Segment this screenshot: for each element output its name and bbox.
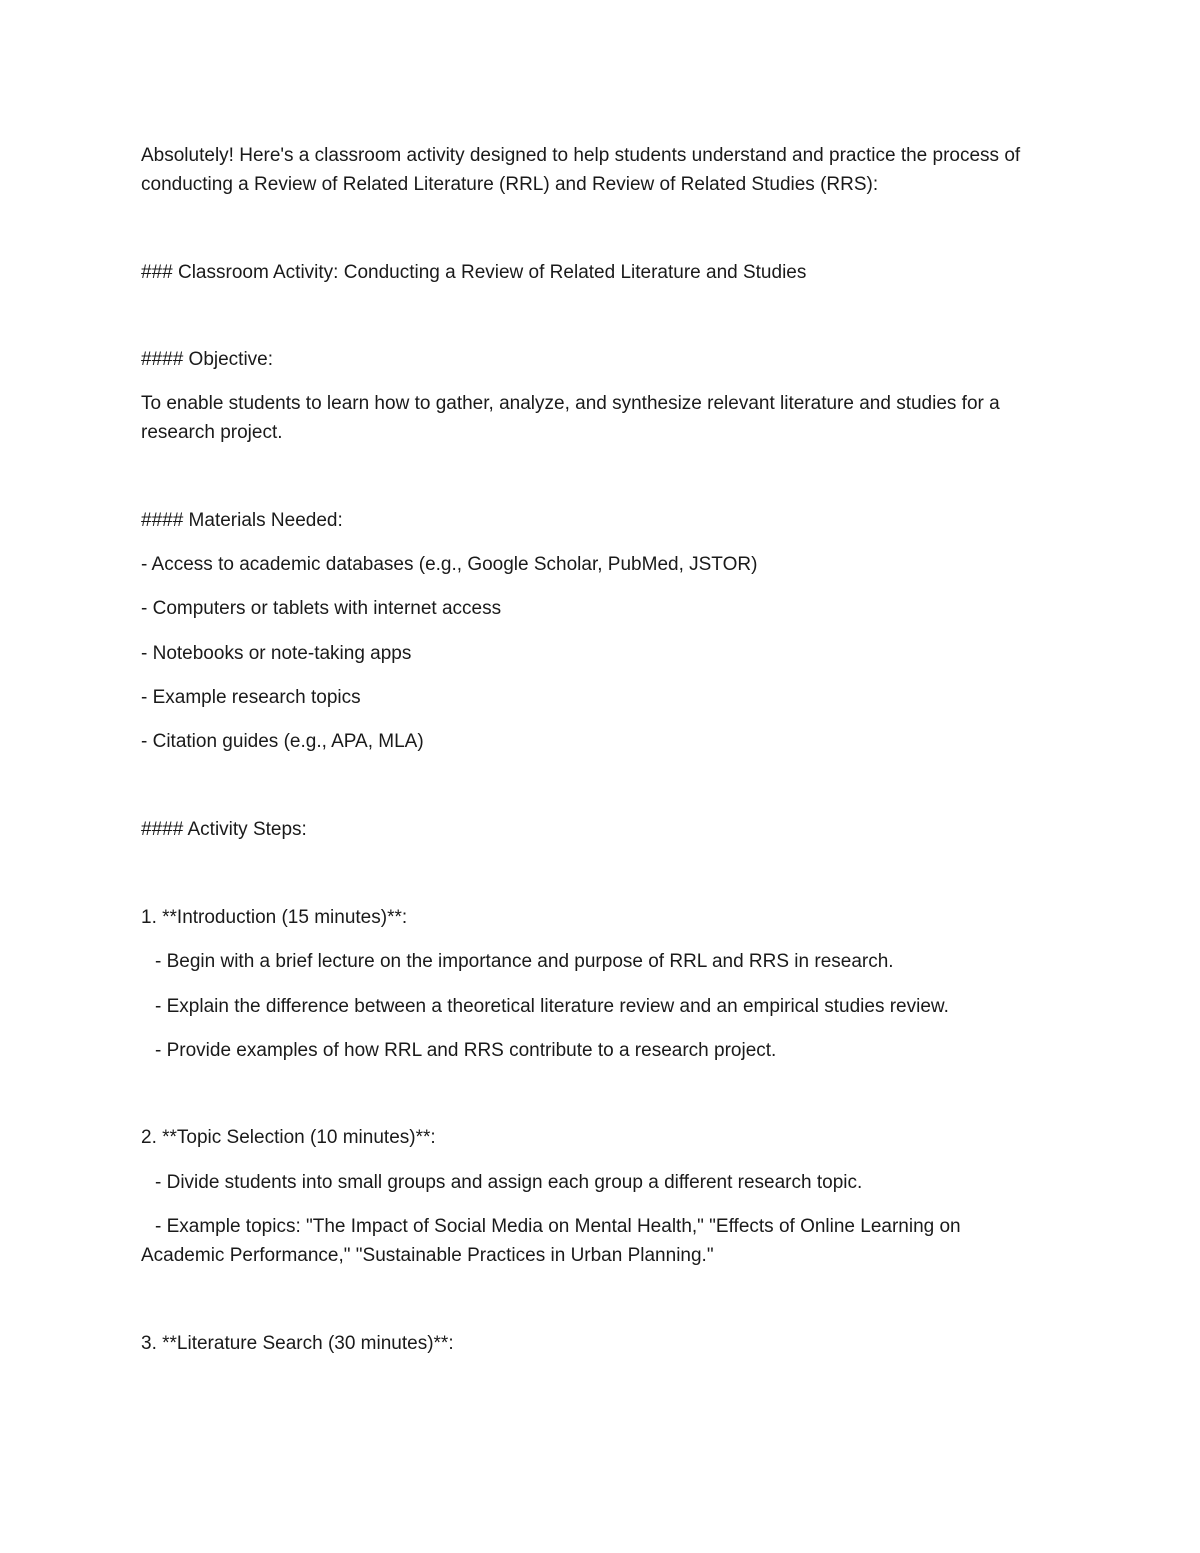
step-1-item: - Provide examples of how RRL and RRS contribute to a research project. [155, 1040, 777, 1061]
materials-item: - Example research topics [141, 687, 361, 708]
step-2-item-line-2: Academic Performance," "Sustainable Practices in Urban Planning." [141, 1245, 714, 1266]
intro-line-2: conducting a Review of Related Literature (RRL) and Review of Related Studies (RRS): [141, 174, 879, 195]
materials-heading: #### Materials Needed: [141, 510, 343, 531]
step-2-title: 2. **Topic Selection (10 minutes)**: [141, 1127, 436, 1148]
step-2-item-line-1: - Example topics: "The Impact of Social Media on Mental Health," "Effects of Online Learning on [155, 1216, 961, 1237]
materials-item: - Notebooks or note-taking apps [141, 643, 412, 664]
steps-heading: #### Activity Steps: [141, 819, 307, 840]
step-1-title: 1. **Introduction (15 minutes)**: [141, 907, 408, 928]
document-title: ### Classroom Activity: Conducting a Review of Related Literature and Studies [141, 262, 807, 283]
intro-line-1: Absolutely! Here's a classroom activity designed to help students understand and practice the process of [141, 145, 1021, 166]
materials-item: - Computers or tablets with internet access [141, 598, 502, 619]
objective-text-line-1: To enable students to learn how to gather, analyze, and synthesize relevant literature and studies for a [141, 393, 1000, 414]
step-1-item: - Begin with a brief lecture on the importance and purpose of RRL and RRS in research. [155, 951, 894, 972]
step-1-item: - Explain the difference between a theoretical literature review and an empirical studies review. [155, 996, 949, 1017]
step-2-item: - Divide students into small groups and assign each group a different research topic. [155, 1172, 863, 1193]
objective-text-line-2: research project. [141, 422, 283, 443]
objective-heading: #### Objective: [141, 349, 274, 370]
materials-item: - Access to academic databases (e.g., Google Scholar, PubMed, JSTOR) [141, 554, 758, 575]
step-3-title: 3. **Literature Search (30 minutes)**: [141, 1333, 454, 1354]
materials-item: - Citation guides (e.g., APA, MLA) [141, 731, 424, 752]
